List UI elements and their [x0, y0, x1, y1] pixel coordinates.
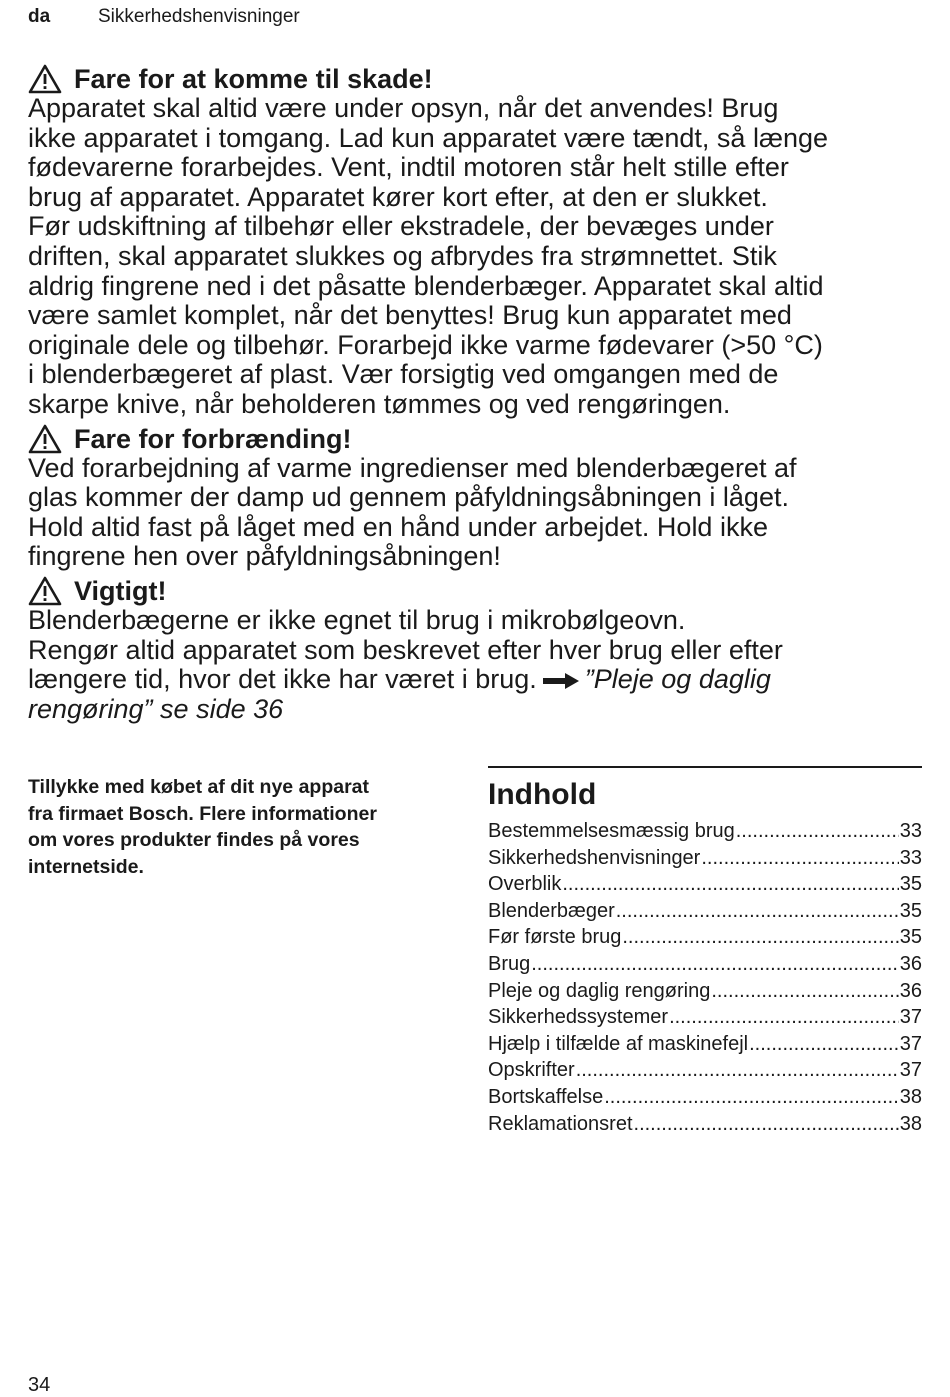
toc-item-label: Brug	[488, 952, 531, 975]
text-line: Hold altid fast på låget med en hånd under arbejdet. Hold ikke	[28, 511, 768, 542]
warning-title: Vigtigt!	[74, 575, 167, 606]
warning-title: Fare for forbrænding!	[74, 423, 352, 454]
toc-item-page: 37	[899, 1059, 922, 1082]
text-line: Før udskiftning af tilbehør eller ekstradele, der bevæges under	[28, 211, 774, 242]
toc-item[interactable]	[488, 924, 922, 951]
warning-title: Fare for at komme til skade!	[74, 64, 433, 94]
page-number: 34	[28, 1374, 51, 1396]
text-line: Rengør altid apparatet som beskrevet efter hver brug eller efter	[28, 634, 783, 665]
text-line: være samlet komplet, når det benyttes! Brug kun apparatet med	[28, 300, 792, 331]
toc-item-label: Bestemmelsesmæssig brug	[488, 820, 735, 842]
text-line: internetside.	[28, 855, 144, 878]
toc-title: Indhold	[488, 778, 597, 811]
warning-text	[28, 454, 928, 572]
warning-injury	[28, 64, 928, 420]
warning-text	[28, 94, 928, 420]
text-line: originale dele og tilbehør. Forarbejd ikke varme fødevarer (>50 °C)	[28, 329, 823, 360]
safety-warnings	[28, 64, 928, 724]
toc-item-page: 37	[899, 1032, 922, 1055]
toc-item[interactable]	[488, 1057, 922, 1084]
toc-item[interactable]	[488, 818, 922, 845]
language-code: da	[28, 6, 51, 27]
dot-leader	[622, 924, 898, 951]
toc-list	[488, 818, 922, 1137]
warning-triangle-icon	[28, 576, 62, 606]
toc-item[interactable]	[488, 898, 922, 925]
warning-burn	[28, 424, 928, 572]
warning-triangle-icon	[28, 424, 62, 454]
warning-heading	[28, 64, 928, 94]
toc-item-label: Hjælp i tilfælde af maskinefejl	[488, 1032, 749, 1055]
dot-leader	[604, 1084, 899, 1111]
text-line: Apparatet skal altid være under opsyn, når det anvendes! Brug	[28, 93, 779, 123]
dot-leader	[634, 1111, 899, 1138]
dot-leader	[711, 978, 898, 1005]
toc-item-label: Bortskaffelse	[488, 1085, 604, 1108]
section-title: Sikkerhedshenvisninger	[98, 6, 300, 27]
toc-item-page: 33	[899, 820, 922, 842]
toc-item-page: 36	[899, 952, 922, 975]
toc-item[interactable]	[488, 951, 922, 978]
divider	[488, 766, 922, 768]
text-line: glas kommer der damp ud gennem påfyldningsåbningen i låget.	[28, 482, 789, 513]
page-reference-link[interactable]: rengøring” se side 36	[28, 693, 284, 724]
text-line: om vores produkter findes på vores	[28, 829, 360, 851]
table-of-contents	[488, 766, 922, 1137]
toc-item-page: 35	[899, 926, 922, 949]
warning-heading	[28, 424, 928, 454]
text-line: fødevarerne forarbejdes. Vent, indtil motoren står helt stille efter	[28, 152, 789, 183]
dot-leader	[701, 845, 898, 872]
toc-item[interactable]	[488, 871, 922, 898]
intro-text	[28, 774, 448, 880]
warning-important	[28, 576, 928, 724]
page-reference-link[interactable]: ”Pleje og daglig	[584, 664, 771, 695]
toc-item-label: Opskrifter	[488, 1059, 575, 1082]
text-line: i blenderbægeret af plast. Vær forsigtig ved omgangen med de	[28, 359, 779, 390]
dot-leader	[749, 1031, 899, 1058]
toc-item-label: Reklamationsret	[488, 1112, 633, 1135]
dot-leader	[669, 1004, 899, 1031]
toc-item-page: 35	[899, 873, 922, 896]
dot-leader	[616, 898, 899, 925]
toc-item-label: Blenderbæger	[488, 899, 615, 922]
toc-item-label: Sikkerhedshenvisninger	[488, 846, 701, 869]
toc-item[interactable]	[488, 845, 922, 872]
toc-item-page: 38	[899, 1085, 922, 1108]
toc-item[interactable]	[488, 978, 922, 1005]
toc-item[interactable]	[488, 1084, 922, 1111]
dot-leader	[576, 1057, 899, 1084]
toc-item-label: Sikkerhedssystemer	[488, 1006, 669, 1029]
toc-item-page: 38	[899, 1112, 922, 1135]
warning-heading	[28, 576, 928, 606]
text-line: driften, skal apparatet slukkes og afbrydes fra strømnettet. Stik	[28, 240, 777, 271]
text-line: aldrig fingrene ned i det påsatte blenderbæger. Apparatet skal altid	[28, 270, 824, 301]
text-line-with-reference	[28, 665, 928, 695]
text-line: brug af apparatet. Apparatet kører kort efter, at den er slukket.	[28, 181, 768, 212]
text-line: Blenderbægerne er ikke egnet til brug i mikrobølgeovn.	[28, 604, 686, 635]
dot-leader	[736, 818, 899, 845]
toc-item-page: 33	[899, 846, 922, 869]
text-line: skarpe knive, når beholderen tømmes og ved rengøringen.	[28, 388, 731, 419]
text-line: ikke apparatet i tomgang. Lad kun apparatet være tændt, så længe	[28, 122, 828, 153]
warning-text	[28, 606, 928, 724]
toc-item[interactable]	[488, 1031, 922, 1058]
arrow-right-icon	[541, 671, 581, 691]
toc-item-label: Pleje og daglig rengøring	[488, 979, 711, 1002]
warning-triangle-icon	[28, 64, 62, 94]
toc-item-page: 36	[899, 979, 922, 1002]
toc-item-label: Før første brug	[488, 926, 622, 949]
toc-item-label: Overblik	[488, 873, 562, 896]
toc-item[interactable]	[488, 1111, 922, 1138]
text-line: Ved forarbejdning af varme ingredienser med blenderbægeret af	[28, 452, 797, 483]
dot-leader	[531, 951, 899, 978]
dot-leader	[562, 871, 898, 898]
text-line: Tillykke med købet af dit nye apparat	[28, 776, 370, 798]
text-line: længere tid, hvor det ikke har været i brug.	[28, 664, 537, 695]
text-line: fra firmaet Bosch. Flere informationer	[28, 802, 377, 825]
toc-item-page: 35	[899, 899, 922, 922]
text-line: fingrene hen over påfyldningsåbningen!	[28, 541, 501, 572]
toc-item-page: 37	[899, 1006, 922, 1029]
toc-item[interactable]	[488, 1004, 922, 1031]
